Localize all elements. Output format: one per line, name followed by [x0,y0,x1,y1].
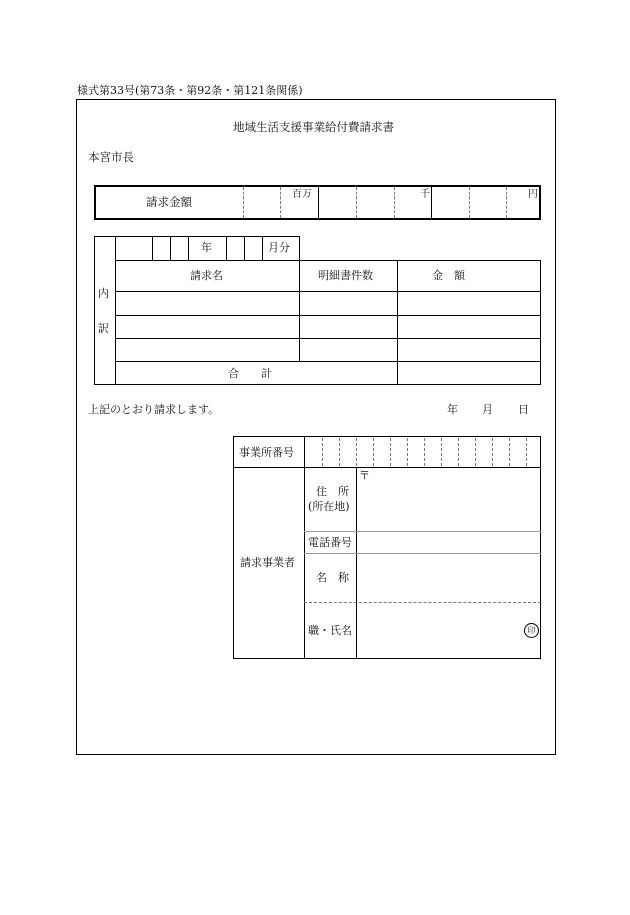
address-label: 住 所 [316,485,349,498]
amount-unit-divider [318,187,319,218]
total-label: 合 計 [228,367,272,380]
amount-digit-divider [469,187,470,218]
postal-mark: 〒 [359,469,370,482]
detail-side-divider [115,236,116,385]
provider-table [233,436,541,659]
unit-million: 百万 [292,189,312,200]
detail-side-label-1: 内 [98,287,109,300]
amount-digit-divider [356,187,357,218]
position-name-label: 職・氏名 [308,624,352,637]
detail-side-label-2: 訳 [98,322,109,335]
year-label: 年 [201,241,212,254]
date-day: 日 [518,403,529,416]
month-label: 月分 [268,241,290,254]
statement-text: 上記のとおり請求します。 [88,403,220,416]
address-label-sub: (所在地) [308,500,350,513]
form-style-number: 様式第33号(第73条・第92条・第121条関係) [77,84,303,97]
date-month: 月 [482,403,493,416]
column-claim-name: 請求名 [190,269,223,282]
month-cell-edge [299,236,300,260]
seal-mark: 印 [524,623,539,638]
name-label: 名 称 [316,571,349,584]
office-number-label: 事業所番号 [239,446,294,459]
unit-thousand: 千 [420,189,430,200]
amount-digit-divider [243,187,244,218]
form-title: 地域生活支援事業給付費請求書 [233,120,394,134]
amount-digit-divider [506,187,507,218]
phone-label: 電話番号 [308,536,352,549]
provider-section-label: 請求事業者 [240,556,295,569]
addressee: 本宮市長 [88,150,134,164]
amount-digit-divider [394,187,395,218]
date-year: 年 [447,403,458,416]
unit-yen: 円 [528,189,538,200]
amount-unit-divider [431,187,432,218]
column-statement-count: 明細書件数 [318,269,373,282]
amount-digit-divider [280,187,281,218]
detail-header-line [115,260,541,261]
column-amount: 金 額 [432,269,465,282]
amount-label: 請求金額 [146,195,192,209]
